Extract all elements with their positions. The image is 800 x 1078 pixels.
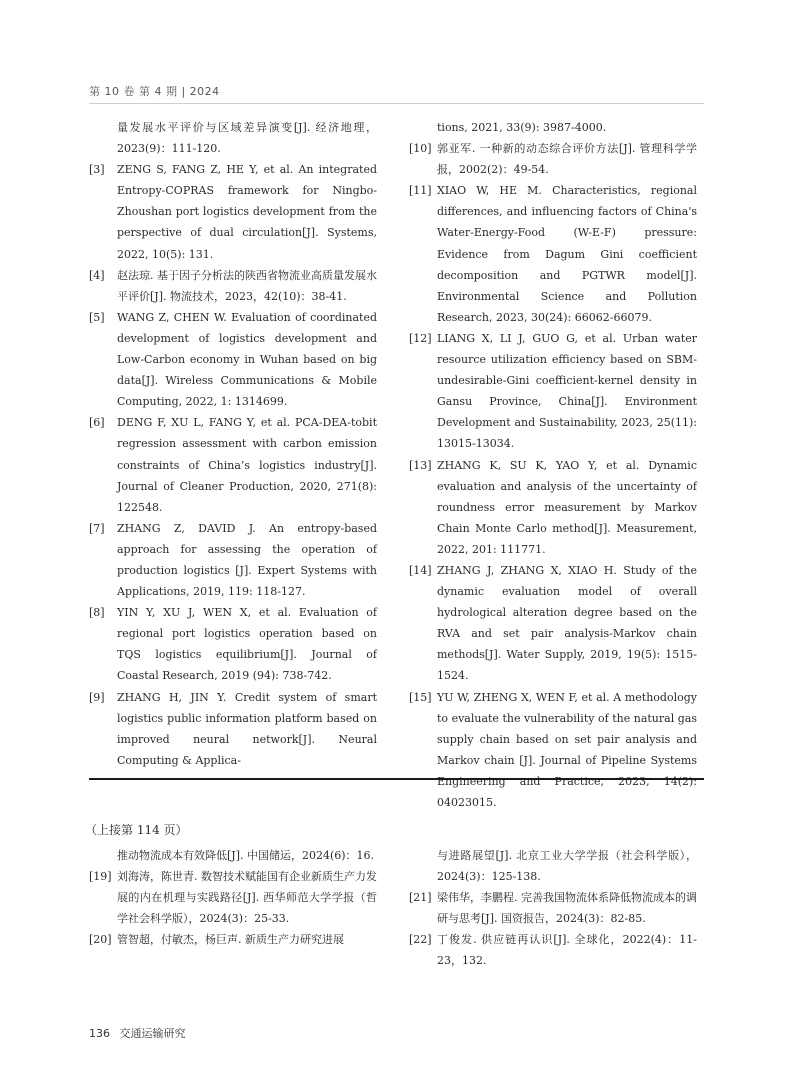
reference-number: [10] <box>409 142 432 156</box>
reference-text: ZHANG H, JIN Y. Credit system of smart logistics public information platform based on improved neural network[J]. Neural Computing & Applica- <box>117 690 377 767</box>
reference-number: [14] <box>409 563 432 577</box>
reference-number: [21] <box>409 891 432 905</box>
reference-text: XIAO W, HE M. Characteristics, regional differences, and influencing factors of China's Water-Energy-Food (W-E-F) pressure: Evidence from Dagum Gini coefficient decomposition and PGTWR model[J]. Environmental Science and Pollution Research, 2023, 30(24): 66062-66079. <box>437 184 697 324</box>
reference-number: [7] <box>89 521 105 535</box>
reference-text: WANG Z, CHEN W. Evaluation of coordinated development of logistics development and Low-Carbon economy in Wuhan based on big data[J]. Wireless Communications & Mobile Computing, 2022, 1: 1314699. <box>117 310 377 409</box>
reference-item <box>89 412 377 517</box>
reference-number: [19] <box>89 870 112 884</box>
reference-column-bottom-right <box>409 845 697 972</box>
reference-column-bottom-left <box>89 845 377 950</box>
reference-text: 刘海涛，陈世青. 数智技术赋能国有企业新质生产力发展的内在机理与实践路径[J]. 西华师范大学学报（哲学社会科学版），2024(3)：25-33. <box>117 870 377 926</box>
reference-text: 郭亚军. 一种新的动态综合评价方法[J]. 管理科学学报，2002(2)：49-54. <box>437 142 697 177</box>
reference-text: 赵法琼. 基于因子分析法的陕西省物流业高质量发展水平评价[J]. 物流技术，2023，42(10)：38-41. <box>117 268 377 303</box>
reference-text: ZHANG K, SU K, YAO Y, et al. Dynamic evaluation and analysis of the uncertainty of roundness error measurement by Markov Chain Monte Carlo method[J]. Measurement, 2022, 201: 111771. <box>437 458 697 556</box>
reference-text: ZHANG Z, DAVID J. An entropy-based approach for assessing the operation of production logistics [J]. Expert Systems with Applications, 2019, 119: 118-127. <box>117 521 377 599</box>
reference-text: ZHANG J, ZHANG X, XIAO H. Study of the dynamic evaluation model of overall hydrological alteration degree based on the RVA and set pair analysis-Markov chain methods[J]. Water Supply, 2019, 19(5): 1515-1524. <box>437 563 697 683</box>
page-number: 136 <box>89 1027 110 1040</box>
reference-item <box>89 307 377 412</box>
reference-continuation: 推动物流成本有效降低[J]. 中国储运，2024(6)：16. <box>117 849 375 862</box>
reference-text: 丁俊发. 供应链再认识[J]. 全球化，2022(4)：11-23，132. <box>437 933 697 968</box>
reference-number: [12] <box>409 331 432 345</box>
reference-item <box>409 328 697 455</box>
reference-number: [6] <box>89 416 105 430</box>
header-divider <box>89 103 704 104</box>
reference-text: ZENG S, FANG Z, HE Y, et al. An integrated Entropy-COPRAS framework for Ningbo-Zhoushan port logistics development from the perspective of dual circulation[J]. Systems, 2022, 10(5): 131. <box>117 163 377 261</box>
journal-name: 交通运输研究 <box>119 1027 186 1040</box>
reference-number: [8] <box>89 606 105 620</box>
reference-number: [20] <box>89 933 112 947</box>
reference-item <box>409 138 697 180</box>
reference-text: LIANG X, LI J, GUO G, et al. Urban water resource utilization efficiency based on SBM-undesirable-Gini coefficient-kernel density in Gansu Province, China[J]. Environment Development and Sustainability, 2023, 25(11): 13015-13034. <box>437 331 697 451</box>
reference-number: [4] <box>89 268 105 282</box>
reference-column-left <box>89 117 377 771</box>
reference-text: YU W, ZHENG X, WEN F, et al. A methodology to evaluate the vulnerability of the natural gas supply chain based on set pair analysis and Markov chain [J]. Journal of Pipeline Systems Engineering and Practice, 2023, 14(2): 04023015. <box>437 690 697 809</box>
running-header: 第 10 卷 第 4 期 | 2024 <box>89 85 220 98</box>
reference-item <box>89 929 377 950</box>
reference-item <box>409 929 697 971</box>
reference-number: [13] <box>409 458 432 472</box>
page-footer <box>89 1025 186 1041</box>
continued-from-label: （上接第 114 页） <box>85 823 188 837</box>
reference-continuation: 与进路展望[J]. 北京工业大学学报（社会科学版），2024(3)：125-138. <box>437 849 697 884</box>
reference-continuation: tions, 2021, 33(9): 3987-4000. <box>437 121 607 134</box>
reference-text: 管智超，付敏杰，杨巨声. 新质生产力研究进展 <box>117 933 344 947</box>
section-divider <box>89 778 704 780</box>
reference-number: [3] <box>89 163 105 177</box>
reference-column-right <box>409 117 697 813</box>
reference-item <box>89 159 377 264</box>
reference-item <box>89 687 377 771</box>
reference-text: YIN Y, XU J, WEN X, et al. Evaluation of regional port logistics operation based on TQS logistics equilibrium[J]. Journal of Coastal Research, 2019 (94): 738-742. <box>117 606 377 683</box>
reference-item <box>409 887 697 929</box>
reference-text: 梁伟华，李鹏程. 完善我国物流体系降低物流成本的调研与思考[J]. 国资报告，2024(3)：82-85. <box>437 891 697 926</box>
reference-number: [22] <box>409 933 432 947</box>
reference-item <box>409 560 697 687</box>
reference-number: [9] <box>89 690 105 704</box>
reference-item <box>89 602 377 686</box>
reference-item <box>89 518 377 602</box>
reference-number: [11] <box>409 184 432 198</box>
reference-number: [5] <box>89 310 105 324</box>
reference-item <box>89 265 377 307</box>
reference-item <box>409 687 697 814</box>
reference-item <box>89 866 377 929</box>
reference-item <box>409 455 697 560</box>
reference-continuation: 量发展水平评价与区域差异演变[J]. 经济地理，2023(9)：111-120. <box>117 121 377 156</box>
reference-item <box>409 180 697 328</box>
reference-number: [15] <box>409 690 432 704</box>
reference-text: DENG F, XU L, FANG Y, et al. PCA-DEA-tobit regression assessment with carbon emission constraints of China’s logistics industry[J]. Journal of Cleaner Production, 2020, 271(8): 122548. <box>117 416 377 514</box>
